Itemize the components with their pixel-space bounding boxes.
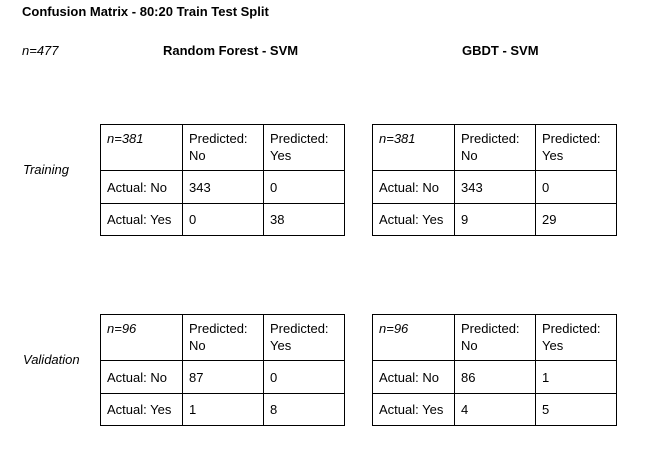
true-negative-cell: 87 <box>183 361 264 394</box>
true-negative-cell: 343 <box>455 171 536 204</box>
actual-yes-header: Actual: Yes <box>101 394 183 426</box>
total-sample-count: n=477 <box>22 43 59 58</box>
true-positive-cell: 8 <box>264 394 345 426</box>
true-positive-cell: 5 <box>536 394 617 426</box>
predicted-yes-header: Predicted: Yes <box>536 125 617 171</box>
actual-no-header: Actual: No <box>373 361 455 394</box>
false-positive-cell: 1 <box>536 361 617 394</box>
actual-no-header: Actual: No <box>101 171 183 204</box>
false-positive-cell: 0 <box>264 171 345 204</box>
false-negative-cell: 0 <box>183 204 264 236</box>
sample-count-cell: n=96 <box>373 315 455 361</box>
actual-no-header: Actual: No <box>101 361 183 394</box>
row-label-training: Training <box>23 162 70 177</box>
predicted-no-header: Predicted: No <box>455 315 536 361</box>
actual-yes-header: Actual: Yes <box>373 204 455 236</box>
sample-count-cell: n=381 <box>101 125 183 171</box>
true-positive-cell: 29 <box>536 204 617 236</box>
actual-no-header: Actual: No <box>373 171 455 204</box>
confusion-matrix-rf-training <box>100 124 345 236</box>
false-negative-cell: 4 <box>455 394 536 426</box>
predicted-yes-header: Predicted: Yes <box>264 315 345 361</box>
predicted-yes-header: Predicted: Yes <box>536 315 617 361</box>
predicted-no-header: Predicted: No <box>455 125 536 171</box>
sample-count-cell: n=381 <box>373 125 455 171</box>
confusion-matrix-gbdt-validation <box>372 314 617 426</box>
true-positive-cell: 38 <box>264 204 345 236</box>
actual-yes-header: Actual: Yes <box>373 394 455 426</box>
predicted-yes-header: Predicted: Yes <box>264 125 345 171</box>
false-positive-cell: 0 <box>536 171 617 204</box>
predicted-no-header: Predicted: No <box>183 125 264 171</box>
actual-yes-header: Actual: Yes <box>101 204 183 236</box>
row-label-validation: Validation <box>23 352 80 367</box>
group-heading-gbdt-svm: GBDT - SVM <box>462 43 539 58</box>
true-negative-cell: 343 <box>183 171 264 204</box>
group-heading-random-forest-svm: Random Forest - SVM <box>163 43 299 58</box>
false-negative-cell: 9 <box>455 204 536 236</box>
false-negative-cell: 1 <box>183 394 264 426</box>
confusion-matrix-gbdt-training <box>372 124 617 236</box>
true-negative-cell: 86 <box>455 361 536 394</box>
sample-count-cell: n=96 <box>101 315 183 361</box>
false-positive-cell: 0 <box>264 361 345 394</box>
page-title: Confusion Matrix - 80:20 Train Test Split <box>22 4 269 19</box>
confusion-matrix-rf-validation <box>100 314 345 426</box>
predicted-no-header: Predicted: No <box>183 315 264 361</box>
